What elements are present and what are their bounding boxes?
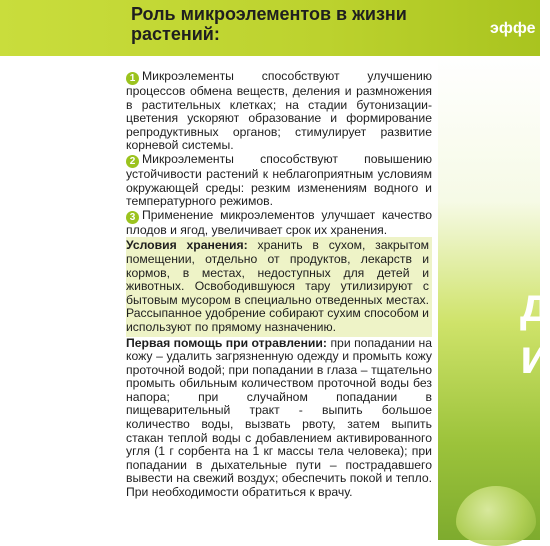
storage-label: Условия хранения:	[126, 238, 248, 253]
header-right-fragment: эффе	[490, 20, 536, 37]
number-badge-3: 3	[126, 211, 139, 224]
list-item-2	[126, 153, 432, 209]
panel-letter-1: д	[520, 279, 550, 332]
storage-conditions	[126, 237, 432, 336]
first-aid	[126, 337, 432, 500]
list-item-1-text: Микроэлементы способствуют улучшению процессов обмена веществ, деления и размножения в растительных клетках; на стадии бутонизации-цветения ускоряют образование и формирование репродуктивных органов; стимулирует развитие корневой системы.	[126, 69, 432, 153]
number-badge-1: 1	[126, 72, 139, 85]
number-badge-2: 2	[126, 155, 139, 168]
list-item-3	[126, 209, 432, 238]
panel-letter-2: и	[520, 331, 550, 384]
section-title: Роль микроэлементов в жизни растений:	[131, 4, 407, 44]
decorative-side-panel	[438, 56, 550, 540]
list-item-2-text: Микроэлементы способствуют повышению устойчивости растений к неблагоприятным условиям окружающей среды: резким изменениям водного и температурного режимов.	[126, 151, 432, 209]
first-aid-label: Первая помощь при отравлении:	[126, 335, 327, 350]
storage-text: хранить в сухом, закрытом помещении, отдельно от продуктов, лекарств и кормов, в местах, недоступных для детей и животных. Освободившуюся тару утилизируют с бытовым мусором в специально отведенных местах. Рассыпанное удобрение собирают сухим способом и используют по прямому назначению.	[126, 238, 430, 334]
list-item-1	[126, 70, 432, 153]
first-aid-text: при попадании на кожу – удалить загрязненную одежду и промыть кожу проточной водой; при попадании в глаза – тщательно промыть обильным количеством проточной воды без напора; при случайном попадании в пищеварительный тракт - выпить большое количество воды, вызвать рвоту, затем выпить стакан теплой воды с добавлением активированного угля (1 г сорбента на 1 кг массы тела человека); при попадании в дыхательные пути – пострадавшего вывести на свежий воздух; обеспечить покой и тепло. При необходимости обратиться к врачу.	[126, 335, 433, 500]
content-column	[126, 70, 432, 500]
list-item-3-text: Применение микроэлементов улучшает качество плодов и ягод, увеличивает срок их хранения.	[126, 207, 432, 237]
leaf-image	[456, 486, 536, 546]
